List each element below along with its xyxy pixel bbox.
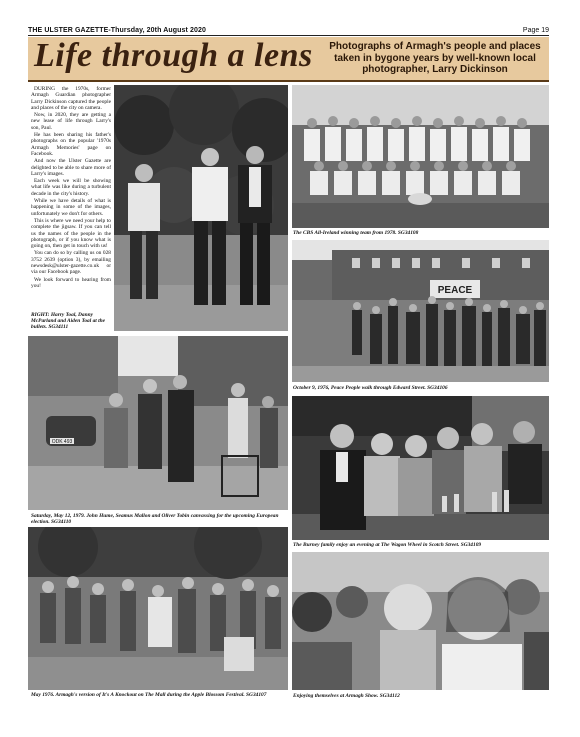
intro-paragraph: You can do so by calling us on 028 3752 2639 (option 3), by emailing newsdesk@ulster-gazette.co.uk or via our Facebook page. [31, 250, 111, 276]
intro-paragraph: Now, in 2020, they are getting a new lease of life through Larry's son, Paul. [31, 112, 111, 131]
header-rule [28, 35, 549, 36]
photo-armagh-show [292, 552, 549, 690]
caption-canvass: Saturday, May 12, 1979. John Hume, Seamus Mallon and Oliver Tobin canvassing for the upcoming European election. SG34110 [31, 513, 279, 526]
intro-paragraph: He has been sharing his father's photographs on the popular '1970s Armagh Memories' page on Facebook. [31, 132, 111, 157]
photo-three-men [114, 85, 288, 331]
photo-canvassing [28, 336, 288, 510]
newspaper-masthead-line: THE ULSTER GAZETTE-Thursday, 20th August 2020 [28, 27, 206, 34]
caption-knockout: May 1976. Armagh's version of It's A Knockout on The Mall during the Apple Blossom Festival. SG34107 [31, 692, 267, 698]
caption-men: RIGHT: Harry Toal, Danny McParland and Aiden Toal at the bullets. SG34111 [31, 312, 106, 331]
page-number: Page 19 [522, 27, 549, 34]
caption-burney: The Burney family enjoy an evening at The Wagon Wheel in Scotch Street. SG34109 [293, 542, 482, 548]
peace-banner-text: PEACE [437, 285, 473, 296]
photo-peace-march [292, 240, 549, 382]
intro-paragraph: DURING the 1970s, former Armagh Guardian photographer Larry Dickinson captured the people and places of the city on camera. [31, 86, 111, 111]
intro-paragraph: Each week we will be showing what life was like during a turbulent decade in the city's history. [31, 178, 111, 197]
car-plate: ODK 493 [51, 439, 73, 445]
caption-team: The CBS All-Ireland winning team from 1978. SG34108 [293, 230, 419, 236]
photo-burney-family [292, 396, 549, 540]
feature-blurb: Photographs of Armagh's people and places taken in bygone years by well-known local photographer, Larry Dickinson [329, 41, 541, 75]
caption-show: Enjoying themselves at Armagh Show. SG34112 [293, 693, 400, 699]
intro-paragraph: This is where we need your help to complete the jigsaw. If you can tell us the names of the people in the photograph, or if you know what is going on, then get in touch with us! [31, 217, 111, 250]
photo-knockout [28, 527, 288, 690]
photo-cbs-team [292, 85, 549, 228]
caption-peace: October 9, 1976, Peace People walk through Edward Street. SG34106 [293, 385, 448, 391]
intro-article [31, 86, 111, 290]
intro-paragraph: And now the Ulster Gazette are delighted to be able to share more of Larry's images. [31, 158, 111, 177]
feature-title: Life through a lens [34, 37, 313, 74]
intro-paragraph: We look forward to hearing from you! [31, 276, 111, 289]
intro-paragraph: While we have details of what is happening in some of the images, unfortunately we don't for others. [31, 198, 111, 217]
feature-banner [28, 37, 549, 82]
